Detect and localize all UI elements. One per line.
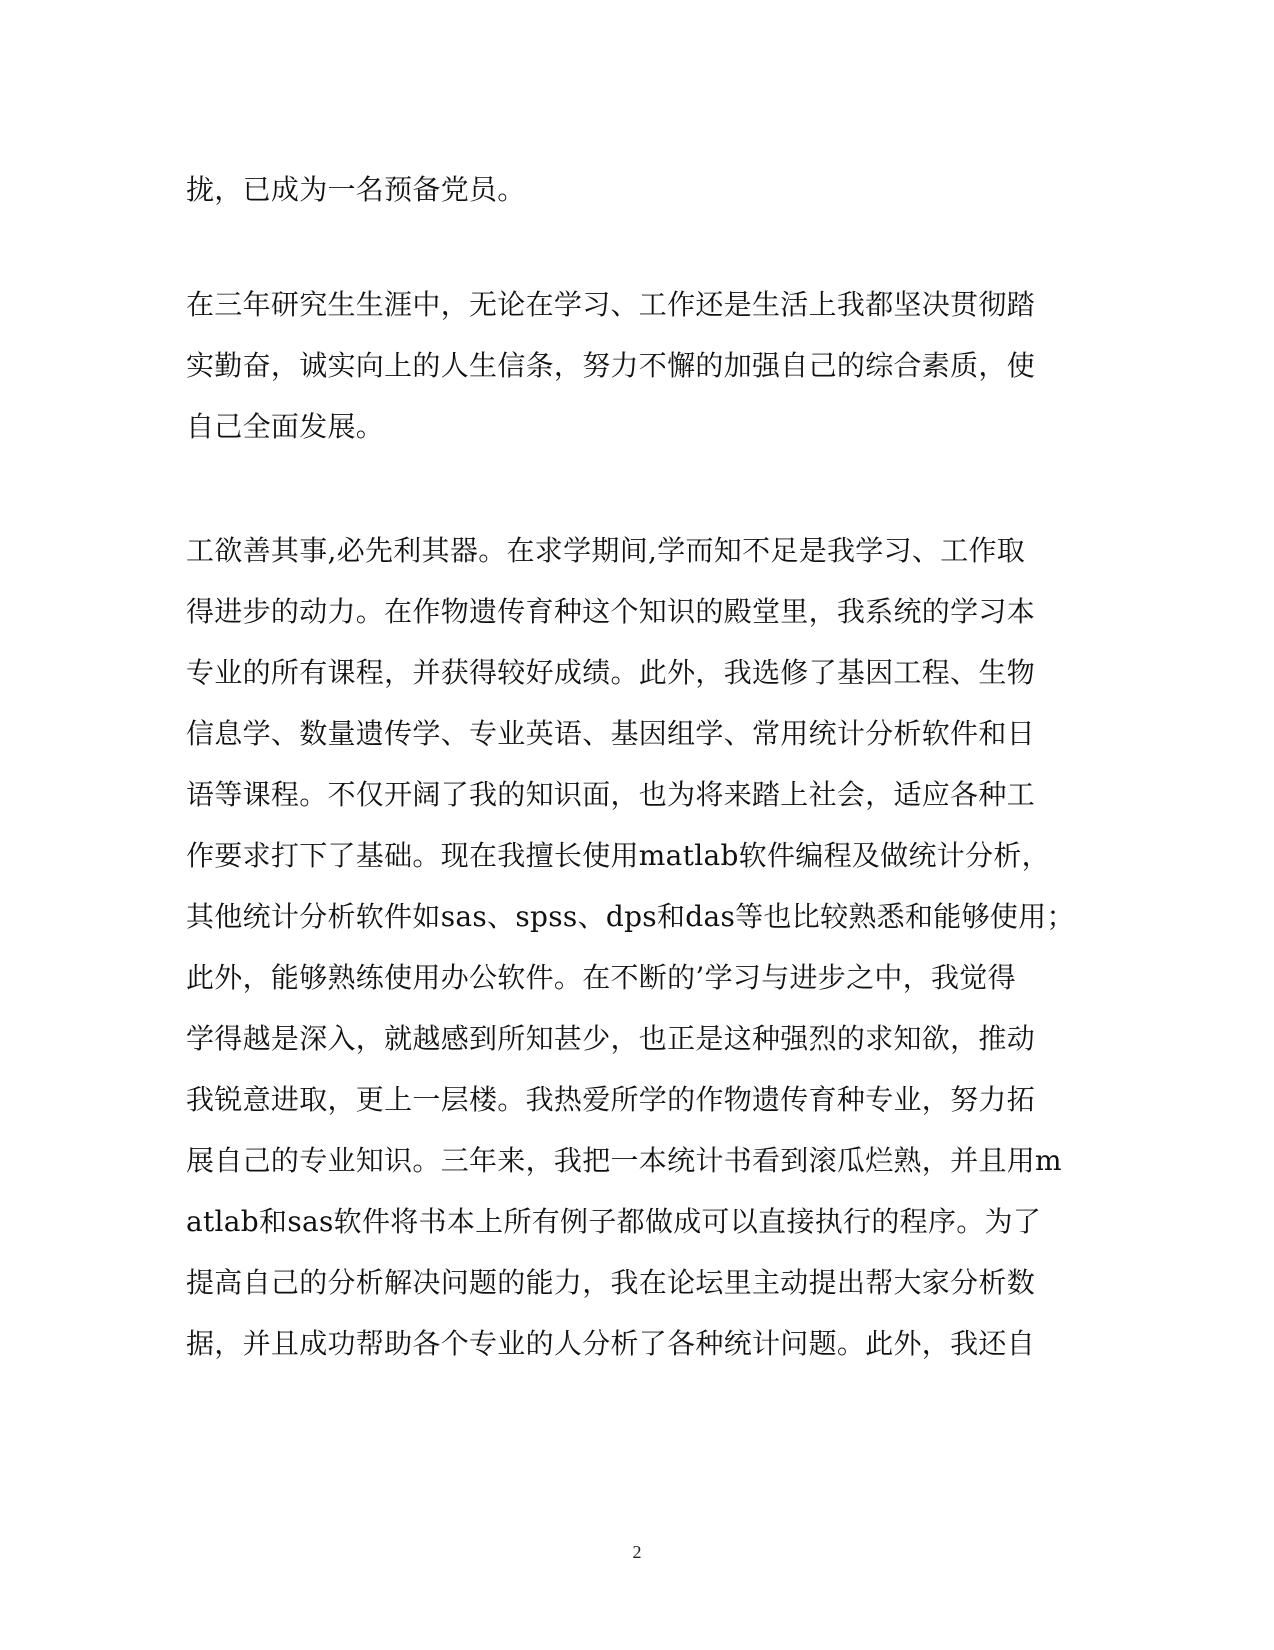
- paragraph-3-line-14: 据，并且成功帮助各个专业的人分析了各种统计问题。此外，我还自: [186, 1327, 1036, 1360]
- paragraph-3-line-13: 提高自己的分析解决问题的能力，我在论坛里主动提出帮大家分析数: [186, 1266, 1036, 1299]
- paragraph-3-line-1: 工欲善其事,必先利其器。在求学期间,学而知不足是我学习、工作取: [186, 534, 1026, 567]
- page-number: 2: [632, 1542, 642, 1562]
- paragraph-3-line-7: 其他统计分析软件如sas、spss、dps和das等也比较熟悉和能够使用；: [186, 900, 1075, 933]
- paragraph-3-line-5: 语等课程。不仅开阔了我的知识面，也为将来踏上社会，适应各种工: [186, 778, 1036, 811]
- paragraph-1-line-1: 拢，已成为一名预备党员。: [186, 173, 526, 206]
- paragraph-3-line-2: 得进步的动力。在作物遗传育种这个知识的殿堂里，我系统的学习本: [186, 595, 1036, 628]
- paragraph-2-line-3: 自己全面发展。: [186, 410, 385, 443]
- paragraph-3-line-11: 展自己的专业知识。三年来，我把一本统计书看到滚瓜烂熟，并且用m: [186, 1144, 1062, 1177]
- paragraph-3-line-10: 我锐意进取，更上一层楼。我热爱所学的作物遗传育种专业，努力拓: [186, 1083, 1036, 1116]
- paragraph-2-line-2: 实勤奋，诚实向上的人生信条，努力不懈的加强自己的综合素质，使: [186, 349, 1036, 382]
- paragraph-3-line-9: 学得越是深入，就越感到所知甚少，也正是这种强烈的求知欲，推动: [186, 1022, 1036, 1055]
- paragraph-3-line-3: 专业的所有课程，并获得较好成绩。此外，我选修了基因工程、生物: [186, 656, 1036, 689]
- paragraph-3-line-12: atlab和sas软件将书本上所有例子都做成可以直接执行的程序。为了: [186, 1205, 1042, 1238]
- paragraph-3-line-8: 此外，能够熟练使用办公软件。在不断的’学习与进步之中，我觉得: [186, 961, 1016, 994]
- paragraph-3-line-6: 作要求打下了基础。现在我擅长使用matlab软件编程及做统计分析，: [186, 839, 1050, 872]
- paragraph-2-line-1: 在三年研究生生涯中，无论在学习、工作还是生活上我都坚决贯彻踏: [186, 288, 1036, 321]
- paragraph-3-line-4: 信息学、数量遗传学、专业英语、基因组学、常用统计分析软件和日: [186, 717, 1036, 750]
